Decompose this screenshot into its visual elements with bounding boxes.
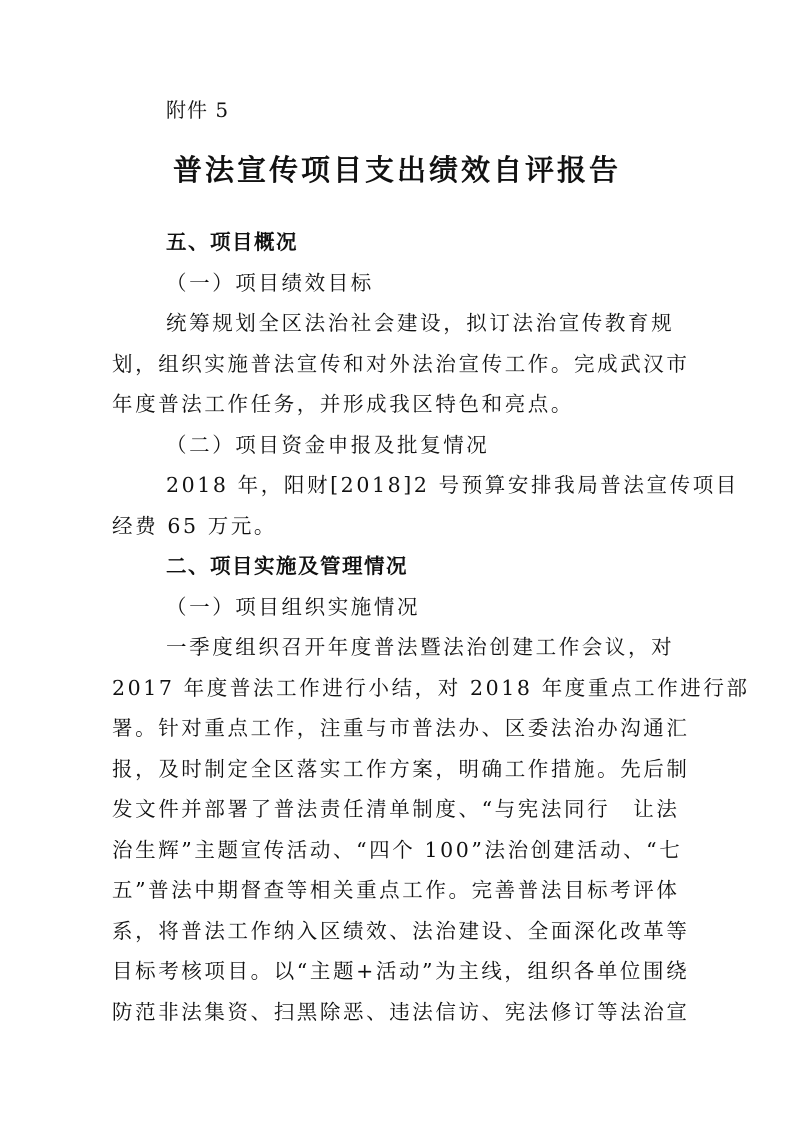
document-body (112, 222, 750, 1032)
paragraph-line: 划，组织实施普法宣传和对外法治宣传工作。完成武汉市 (112, 351, 690, 376)
subsection-heading: （一）项目组织实施情况 (166, 594, 421, 619)
section-heading: 二、项目实施及管理情况 (166, 554, 408, 578)
paragraph-line: 目标考核项目。以“主题+活动”为主线，组织各单位围绕 (112, 959, 690, 983)
paragraph-line: 治生辉”主题宣传活动、“四个 100”法治创建活动、“七 (112, 837, 683, 862)
paragraph-first-line: 统筹规划全区法治社会建设，拟订法治宣传教育规 (166, 311, 675, 335)
paragraph-line: 2017 年度普法工作进行小结，对 2018 年度重点工作进行部 (112, 675, 750, 700)
paragraph-line: 系，将普法工作纳入区绩效、法治建设、全面深化改革等 (112, 918, 690, 943)
paragraph-line: 经费 65 万元。 (112, 513, 278, 538)
paragraph-line: 发文件并部署了普法责任清单制度、“与宪法同行 让法 (112, 797, 680, 821)
subsection-heading: （一）项目绩效目标 (166, 270, 374, 295)
section-heading: 五、项目概况 (166, 230, 298, 254)
subsection-heading: （二）项目资金申报及批复情况 (166, 432, 490, 457)
paragraph-line: 年度普法工作任务，并形成我区特色和亮点。 (112, 392, 574, 416)
paragraph-first-line: 2018 年，阳财[2018]2 号预算安排我局普法宣传项目 (166, 473, 739, 497)
page-title: 普法宣传项目支出绩效自评报告 (172, 153, 621, 187)
paragraph-line: 署。针对重点工作，注重与市普法办、区委法治办沟通汇 (112, 716, 690, 740)
paragraph-line: 防范非法集资、扫黑除恶、违法信访、宪法修订等法治宣 (112, 999, 690, 1024)
paragraph-line: 五”普法中期督查等相关重点工作。完善普法目标考评体 (112, 878, 680, 902)
paragraph-line: 报，及时制定全区落实工作方案，明确工作措施。先后制 (112, 756, 690, 781)
paragraph-first-line: 一季度组织召开年度普法暨法治创建工作会议，对 (166, 635, 675, 659)
attachment-label: 附件 5 (166, 98, 230, 122)
